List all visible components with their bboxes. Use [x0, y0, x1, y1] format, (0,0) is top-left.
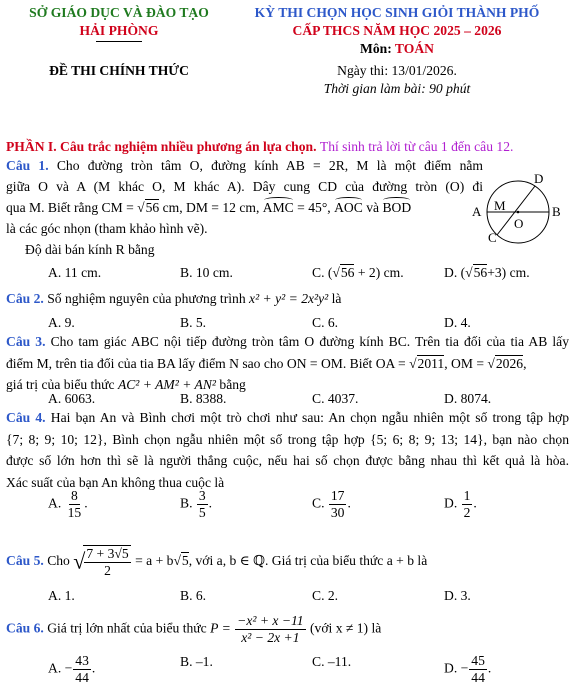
q3-option-d[interactable]: D. 8074.: [444, 391, 492, 406]
q3-option-c[interactable]: C. 4037.: [312, 391, 359, 406]
q6-option-c[interactable]: C. –11.: [312, 654, 352, 669]
question-1: Câu 1. Cho đường tròn tâm O, đường kính AB = 2R, M là một điểm nằm giữa O và A (M khác O, M khác A). Dây cung CD của đường tròn (O) đi qua M. Biết rằng CM = √56 cm, DM = 12 cm, AMC = 45°, AOC và BOD là các góc nhọn (tham khảo hình vẽ). Độ dài bán kính R bằng: [6, 158, 483, 257]
label-m: M: [494, 198, 506, 213]
question-5-options: [48, 587, 569, 605]
q2-option-a[interactable]: A. 9.: [48, 315, 75, 330]
q5-option-b[interactable]: B. 6.: [180, 588, 207, 603]
department-name: SỞ GIÁO DỤC VÀ ĐÀO TẠO: [29, 5, 209, 20]
question-6: Câu 6. Giá trị lớn nhất của biểu thức P = $\frac{\text{−x² + x −11}}{\text{x² − 2x +1}}$ (với x ≠ 1) là: [6, 613, 382, 645]
q2-option-d[interactable]: D. 4.: [444, 315, 471, 330]
part-instruction: Thí sinh trả lời từ câu 1 đến câu 12.: [319, 139, 514, 154]
q5-option-c[interactable]: C. 2.: [312, 588, 339, 603]
question-3-options: [48, 390, 569, 408]
q3-option-b[interactable]: B. 8388.: [180, 391, 227, 406]
q1-option-c[interactable]: C. (√56 + 2) cm.: [312, 265, 404, 280]
department-block: [14, 4, 224, 42]
q4-option-d[interactable]: D. $\frac{1}{2}$ .: [444, 488, 477, 520]
label-d: D: [534, 171, 544, 186]
q4-option-b[interactable]: B. $\frac{3}{5}$ .: [180, 488, 213, 520]
exam-title: KỲ THI CHỌN HỌC SINH GIỎI THÀNH PHỐ: [254, 5, 540, 20]
center-point: [517, 211, 520, 214]
q4-option-a[interactable]: A. $\frac{8}{15}$ .: [48, 488, 88, 520]
question-2-options: [48, 314, 569, 332]
q5-option-d[interactable]: D. 3.: [444, 588, 471, 603]
label-b: B: [552, 204, 561, 219]
q6-option-d[interactable]: D. − $\frac{45}{44}$ .: [444, 653, 492, 685]
q1-option-d[interactable]: D. (√56+3) cm.: [444, 265, 530, 280]
part-title: PHẦN I. Câu trắc nghiệm nhiều phương án lựa chọn. Thí sinh trả lời từ câu 1 đến câu 12.: [6, 139, 514, 154]
q1-option-b[interactable]: B. 10 cm.: [180, 265, 233, 280]
question-4: Câu 4. Hai bạn An và Bình chơi một trò chơi như sau: An chọn ngẫu nhiên một số trong tập hợp {7; 8; 9; 10; 12}, Bình chọn ngẫu nhiên một số trong tập hợp {5; 6; 8; 9; 13; 14}, bạn nào chọn được số lớn hơn thì sẽ là người thắng cuộc, nếu hai số chọn được bằng nhau thì kết quả là hòa. Xác suất của bạn An không thua cuộc là: [6, 410, 569, 491]
q6-fraction: $\frac{\text{−x² + x −11}}{\text{x² − 2x +1}}$: [237, 613, 304, 645]
divider: [96, 41, 142, 42]
label-o: O: [514, 216, 524, 231]
q3-option-a[interactable]: A. 6063.: [48, 391, 96, 406]
question-3: Câu 3. Cho tam giác ABC nội tiếp đường tròn tâm O đường kính BC. Trên tia đối của tia AB lấy điểm M, trên tia đối của tia BA lấy điểm N sao cho ON = OM. Biết OA = √2011, OM = √2026, giá trị của biểu thức AC² + AM² + AN² bằng: [6, 334, 569, 393]
city-name: HẢI PHÒNG: [79, 23, 159, 38]
exam-block: [232, 4, 562, 58]
official-label: ĐỀ THI CHÍNH THỨC: [49, 63, 189, 78]
q5-radical: $\frac{7 + 3√5}{2}$: [83, 545, 130, 578]
question-5: Câu 5. Cho √ $\frac{7 + 3√5}{2}$ = a + b√5, với a, b ∈ ℚ. Giá trị của biểu thức a + b là: [6, 546, 428, 578]
question-1-options: [48, 264, 569, 282]
q6-option-b[interactable]: B. –1.: [180, 654, 213, 669]
label-a: A: [472, 204, 482, 219]
subject: Môn: TOÁN: [360, 41, 434, 56]
exam-date: Ngày thi: 13/01/2026.: [337, 63, 457, 78]
question-2: Câu 2. Số nghiệm nguyên của phương trình x² + y² = 2x²y² là: [6, 291, 342, 306]
q2-option-c[interactable]: C. 6.: [312, 315, 339, 330]
q4-option-c[interactable]: C. $\frac{17}{30}$ .: [312, 488, 351, 520]
q5-option-a[interactable]: A. 1.: [48, 588, 75, 603]
q2-option-b[interactable]: B. 5.: [180, 315, 207, 330]
q6-option-a[interactable]: A. − $\frac{43}{44}$ .: [48, 653, 96, 685]
circle-figure: [470, 168, 570, 248]
question-4-options: [48, 488, 569, 520]
label-c: C: [488, 230, 497, 245]
exam-level: CẤP THCS NĂM HỌC 2025 – 2026: [292, 23, 502, 38]
exam-duration: Thời gian làm bài: 90 phút: [323, 81, 471, 96]
q1-option-a[interactable]: A. 11 cm.: [48, 265, 102, 280]
question-6-options: [48, 653, 569, 685]
